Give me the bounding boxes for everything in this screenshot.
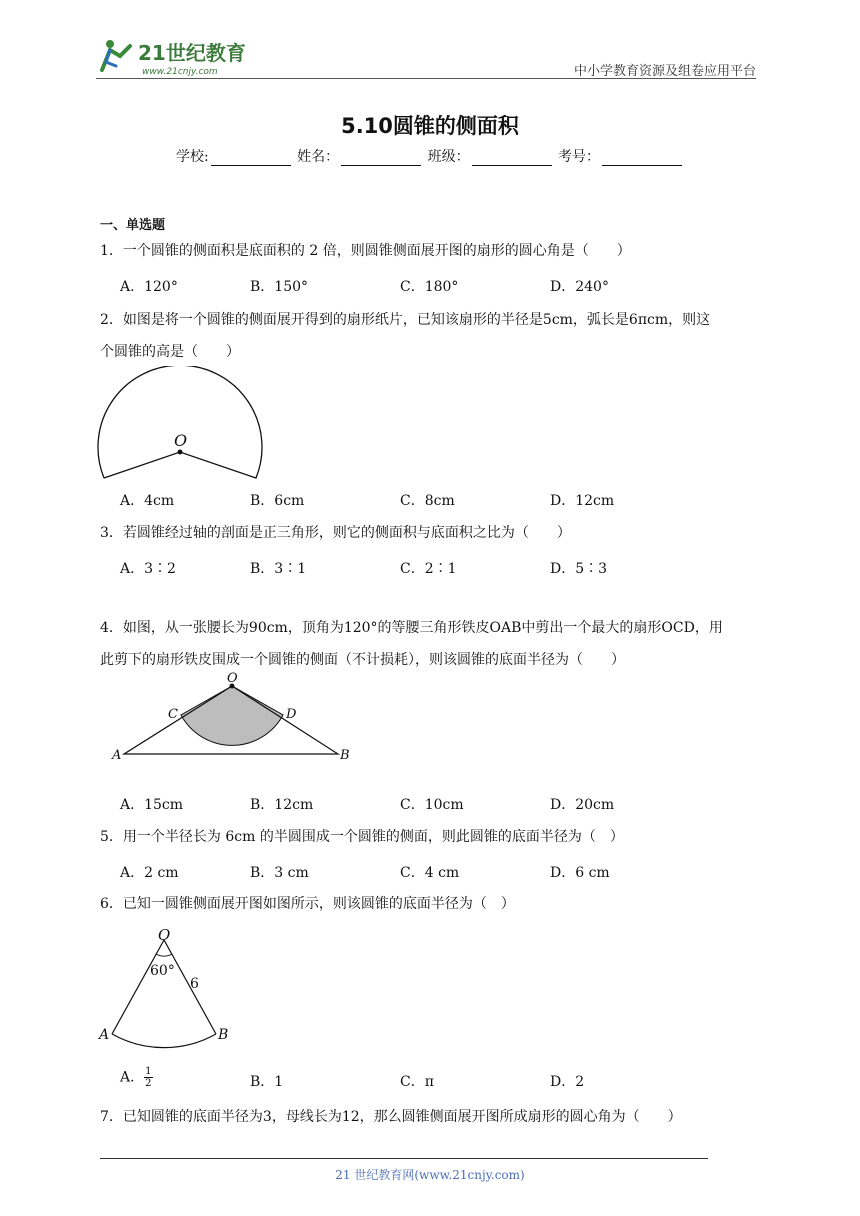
section-heading: 一、单选题 — [100, 218, 166, 233]
class-blank — [472, 151, 552, 166]
q6-option-d: D．2 — [550, 1074, 585, 1090]
fraction-numerator: 1 — [145, 1066, 152, 1077]
q4-option-d: D．20cm — [550, 797, 615, 813]
q5-option-a: A．2 cm — [120, 865, 179, 881]
q4-option-c: C．10cm — [400, 797, 464, 813]
question-4-line-1: 4．如图，从一张腰长为90cm，顶角为120°的等腰三角形铁皮OAB中剪出一个最大的扇形OCD，用 — [100, 620, 723, 636]
question-5-text: 5．用一个半径长为 6cm 的半圆围成一个圆锥的侧面，则此圆锥的底面半径为（ ） — [100, 829, 624, 845]
fraction-denominator: 2 — [145, 1078, 152, 1089]
school-label: 学校: — [175, 149, 209, 165]
q6-label-o: O — [158, 926, 171, 944]
exam-no-label: 考号： — [558, 149, 601, 165]
page-title: 5.10圆锥的侧面积 — [341, 114, 519, 138]
q4-option-b: B．12cm — [250, 797, 314, 813]
q6-label-angle: 60° — [150, 963, 175, 979]
question-4-line-2: 此剪下的扇形铁皮围成一个圆锥的侧面（不计损耗），则该圆锥的底面半径为（ ） — [100, 652, 625, 668]
footer-text: 21 世纪教育网(www.21cnjy.com) — [335, 1168, 525, 1182]
q5-option-c: C．4 cm — [400, 865, 460, 881]
footer-divider — [100, 1158, 708, 1159]
q6-option-a-fraction — [144, 1066, 152, 1089]
q4-label-d: D — [286, 707, 297, 722]
header-divider — [96, 78, 756, 79]
logo-text: 21世纪教育 — [138, 41, 246, 65]
q6-option-b: B．1 — [250, 1074, 284, 1090]
q6-sector-figure — [96, 922, 236, 1050]
q2-option-c: C．8cm — [400, 493, 455, 509]
q1-option-c: C．180° — [400, 279, 459, 295]
q4-option-a: A．15cm — [120, 797, 184, 813]
q6-option-c: C．π — [400, 1074, 434, 1090]
question-2-line-2: 个圆锥的高是（ ） — [100, 344, 240, 360]
q2-option-a: A．4cm — [120, 493, 175, 509]
question-6-text: 6．已知一圆锥侧面展开图如图所示，则该圆锥的底面半径为（ ） — [100, 896, 515, 912]
q2-label-o: O — [174, 431, 188, 450]
q4-label-c: C — [168, 707, 178, 722]
q6-option-a-letter: A． — [120, 1069, 145, 1086]
q2-option-b: B．6cm — [250, 493, 305, 509]
exam-no-blank — [602, 151, 682, 166]
logo-url: www.21cnjy.com — [142, 67, 218, 77]
q6-label-a: A — [99, 1027, 110, 1043]
q6-label-radius: 6 — [190, 976, 199, 992]
q2-sector-figure — [96, 366, 268, 484]
student-info-line — [0, 146, 860, 166]
q5-option-b: B．3 cm — [250, 865, 309, 881]
class-label: 班级： — [427, 149, 470, 165]
q3-option-b: B．3∶1 — [250, 561, 307, 577]
site-name: 中小学教育资源及组卷应用平台 — [573, 64, 756, 79]
q6-option-a — [120, 1066, 153, 1089]
question-2-line-1: 2．如图是将一个圆锥的侧面展开得到的扇形纸片，已知该扇形的半径是5cm，弧长是6πcm，则这 — [100, 312, 711, 328]
q1-option-a: A．120° — [120, 279, 178, 295]
question-1-text: 1．一个圆锥的侧面积是底面积的 2 倍，则圆锥侧面展开图的扇形的圆心角是（ ） — [100, 243, 631, 259]
q6-label-b: B — [218, 1027, 229, 1043]
q4-triangle-figure — [106, 670, 356, 770]
q4-label-a: A — [112, 748, 122, 763]
q3-option-a: A．3∶2 — [120, 561, 176, 577]
q2-option-d: D．12cm — [550, 493, 615, 509]
site-logo — [96, 36, 266, 78]
school-blank — [211, 151, 291, 166]
question-3-text: 3．若圆锥经过轴的剖面是正三角形，则它的侧面积与底面积之比为（ ） — [100, 525, 571, 541]
q4-label-o: O — [227, 671, 238, 686]
name-label: 姓名： — [297, 149, 340, 165]
q3-option-c: C．2∶1 — [400, 561, 457, 577]
q1-option-d: D．240° — [550, 279, 609, 295]
q4-label-b: B — [340, 748, 350, 763]
question-7-text: 7．已知圆锥的底面半径为3，母线长为12，那么圆锥侧面展开图所成扇形的圆心角为（ ） — [100, 1109, 682, 1125]
q5-option-d: D．6 cm — [550, 865, 610, 881]
q1-option-b: B．150° — [250, 279, 309, 295]
name-blank — [341, 151, 421, 166]
q3-option-d: D．5∶3 — [550, 561, 608, 577]
